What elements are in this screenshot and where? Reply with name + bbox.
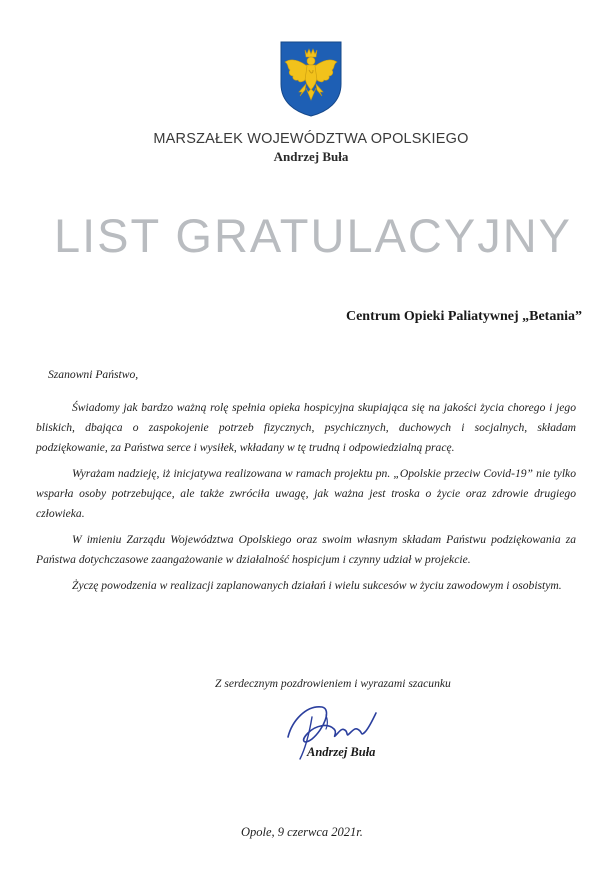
- signer-name: Andrzej Buła: [307, 745, 376, 759]
- body-paragraph: Świadomy jak bardzo ważną rolę spełnia opieka hospicyjna skupiająca się na jakości życia chorego i jego bliskich, dbająca o zaspokojenie potrzeb fizycznych, psychicznych, duchowych i socjalnych, składam podziękowanie, za Państwa serce i wysiłek, wkładany w tę trudną i odpowiedzialną pracę.: [36, 401, 576, 454]
- body-paragraph: W imieniu Zarządu Województwa Opolskiego oraz swoim własnym składam Państwu podziękowania za Państwa dotychczasowe zaangażowanie w działalność hospicjum i czynny udział w projekcie.: [36, 533, 576, 566]
- letter-body: [36, 365, 576, 602]
- body-paragraph: Życzę powodzenia w realizacji zaplanowanych działań i wielu sukcesów w życiu zawodowym i osobistym.: [72, 579, 562, 592]
- place-date: Opole, 9 czerwca 2021r.: [241, 825, 363, 839]
- closing-line: Z serdecznym pozdrowieniem i wyrazami szacunku: [215, 677, 451, 690]
- issuer-title: MARSZAŁEK WOJEWÓDZTWA OPOLSKIEGO: [153, 131, 469, 147]
- salutation: Szanowni Państwo,: [48, 368, 139, 381]
- body-paragraph: Wyrażam nadzieję, iż inicjatywa realizowana w ramach projektu pn. „Opolskie przeciw Covid-19” nie tylko wsparła osoby potrzebujące, ale także zwróciła uwagę, jak ważna jest troska o życie oraz zdrowie drugiego człowieka.: [36, 467, 576, 520]
- document-title: LIST GRATULACYJNY: [53, 209, 573, 262]
- recipient-name: Centrum Opieki Paliatywnej „Betania”: [345, 309, 582, 324]
- eagle-crest-icon: [279, 40, 343, 118]
- issuer-name: Andrzej Buła: [273, 149, 349, 164]
